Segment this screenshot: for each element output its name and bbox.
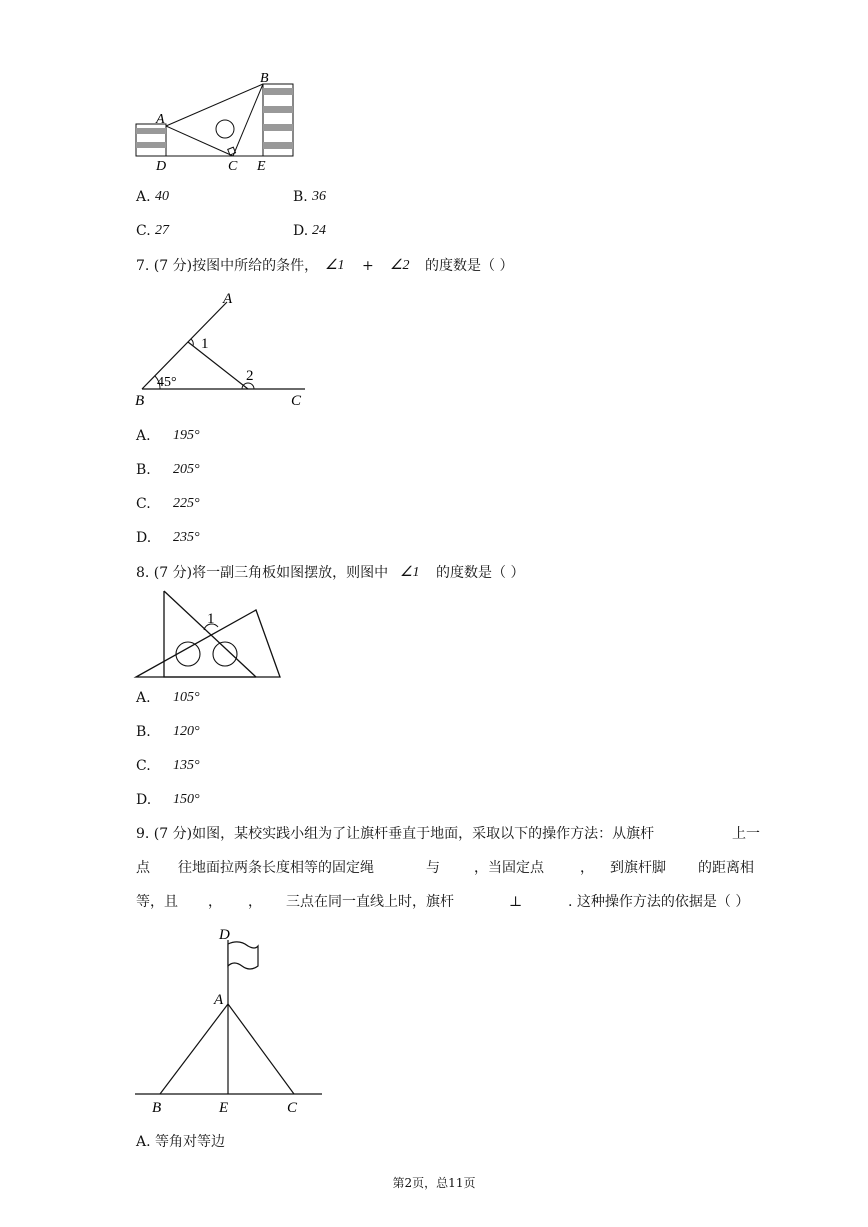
q6-label-c: C <box>228 159 238 174</box>
q9-label-d: D <box>219 927 230 943</box>
page-footer: 第2页，总11页 <box>392 1176 476 1190</box>
q8-label-1: 1 <box>207 611 215 627</box>
q6-figure <box>130 68 300 176</box>
q9-option-a[interactable]: A. 等角对等边 <box>136 1134 226 1150</box>
q7-label-45: 45° <box>157 375 177 390</box>
q9-label-c: C <box>287 1100 298 1116</box>
q7-label-2: 2 <box>246 368 254 384</box>
q6-label-a: A <box>156 112 165 127</box>
q9-figure <box>130 922 330 1118</box>
q8-figure <box>130 588 286 682</box>
q6-label-e: E <box>257 159 266 174</box>
q7-figure <box>130 288 310 410</box>
q7-label-b: B <box>135 393 145 409</box>
q6-label-d: D <box>156 159 167 174</box>
q7-label-1: 1 <box>201 336 209 352</box>
q6-label-b: B <box>260 71 269 86</box>
q9-label-e: E <box>219 1100 229 1116</box>
q7-label-c: C <box>291 393 302 409</box>
q9-label-a: A <box>214 992 224 1008</box>
q9-label-b: B <box>152 1100 162 1116</box>
q7-label-a: A <box>223 291 233 307</box>
